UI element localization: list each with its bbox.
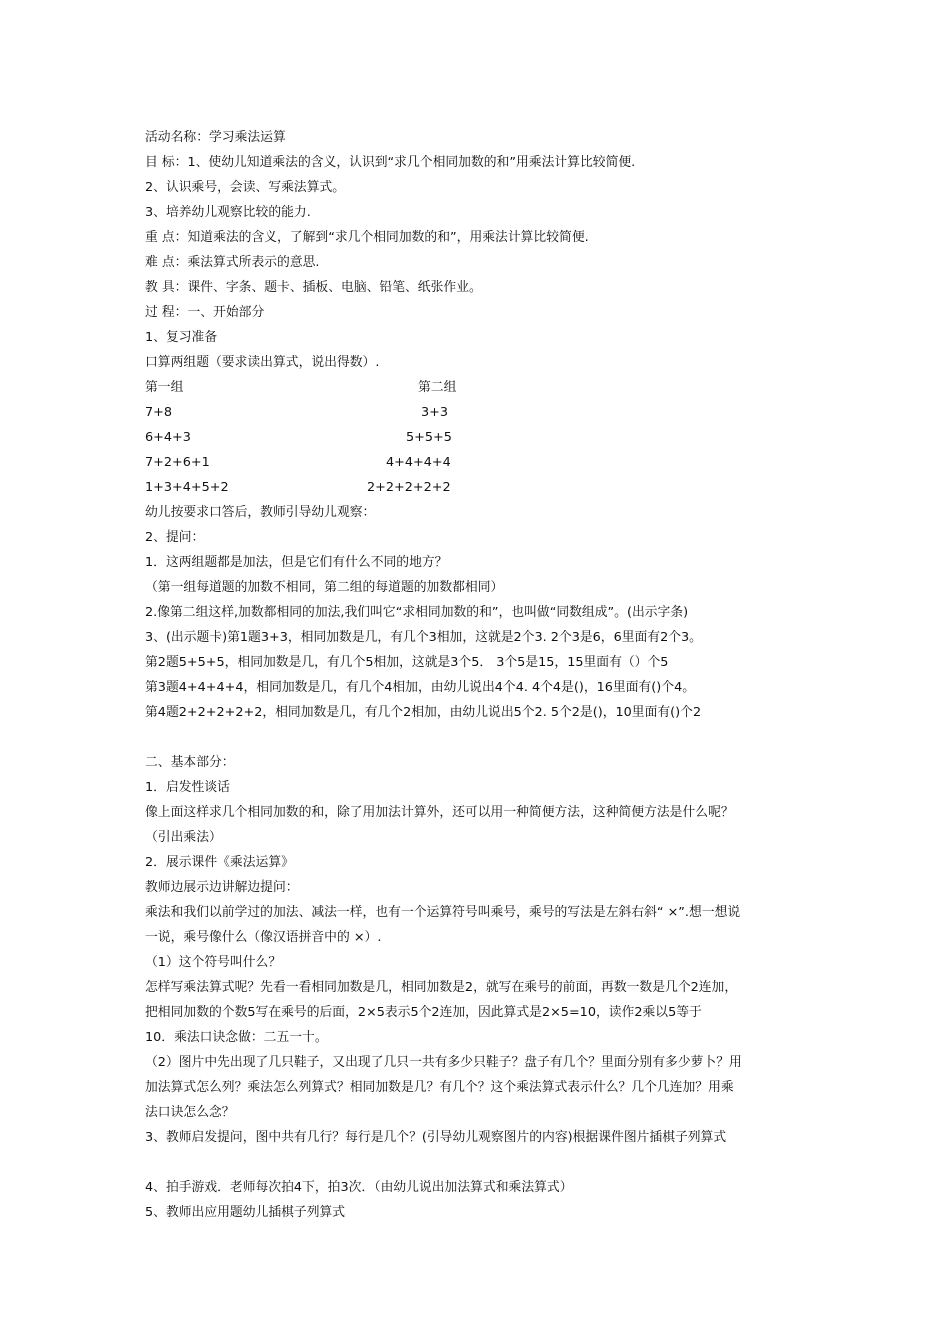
group-two-cell: 5+5+5	[406, 430, 452, 445]
process-line: 过 程：一、开始部分	[145, 305, 265, 320]
objective-line: 目 标：1、使幼儿知道乘法的含义，认识到“求几个相同加数的和”用乘法计算比较简便.	[145, 155, 636, 170]
paragraph-line: （引出乘法）	[145, 830, 222, 845]
paragraph-line: 5、教师出应用题幼儿插棋子列算式	[145, 1205, 346, 1220]
paragraph-line: （1）这个符号叫什么？	[145, 955, 282, 970]
group-one-cell: 1+3+4+5+2	[145, 480, 229, 495]
group-one-cell: 7+2+6+1	[145, 455, 210, 470]
exercise-row	[145, 450, 815, 475]
question-2: 2.像第二组这样,加数都相同的加法,我们叫它“求相同加数的和”，也叫做“同数组成”。(出示字条)	[145, 605, 689, 620]
problem-4: 第4题2+2+2+2+2，相同加数是几，有几个2相加，由幼儿说出5个2. 5个2是()，10里面有()个2	[145, 705, 702, 720]
review-heading: 1、复习准备	[145, 330, 218, 345]
objective-2: 2、认识乘号，会读、写乘法算式。	[145, 180, 346, 195]
paragraph-line: 3、教师启发提问，图中共有几行？每行是几个？(引导幼儿观察图片的内容)根据课件图片插棋子列算式	[145, 1130, 727, 1145]
paragraph-line: 怎样写乘法算式呢？先看一看相同加数是几，相同加数是2，就写在乘号的前面，再数一数是几个2连加，	[145, 980, 738, 995]
exercise-row	[145, 475, 815, 500]
paragraph-line: 加法算式怎么列？乘法怎么列算式？相同加数是几？有几个？这个乘法算式表示什么？几个几连加？用乘	[145, 1080, 734, 1095]
paragraph-line: 教师边展示边讲解边提问：	[145, 880, 299, 895]
question-heading: 2、提问：	[145, 530, 205, 545]
group-one-cell: 第一组	[145, 380, 184, 395]
exercise-row-header	[145, 375, 815, 400]
group-one-cell: 6+4+3	[145, 430, 191, 445]
paragraph-line: （2）图片中先出现了几只鞋子，又出现了几只一共有多少只鞋子？盘子有几个？里面分别有多少萝卜？用	[145, 1055, 742, 1070]
activity-title: 活动名称：学习乘法运算	[145, 130, 286, 145]
group-one-cell: 7+8	[145, 405, 173, 420]
paragraph-line: 幼儿按要求口答后，教师引导幼儿观察：	[145, 505, 376, 520]
paragraph-line: 1．启发性谈话	[145, 780, 230, 795]
paragraph-line: 10．乘法口诀念做：二五一十。	[145, 1030, 328, 1045]
paragraph-line: 像上面这样求几个相同加数的和，除了用加法计算外，还可以用一种简便方法，这种简便方法是什么呢？	[145, 805, 734, 820]
document-body	[145, 125, 815, 1225]
paragraph-line: 把相同加数的个数5写在乘号的后面，2×5表示5个2连加，因此算式是2×5=10，读作2乘以5等于	[145, 1005, 702, 1020]
difficulty-line: 难 点：乘法算式所表示的意思.	[145, 255, 320, 270]
group-two-cell: 2+2+2+2+2	[367, 480, 451, 495]
group-two-cell: 4+4+4+4	[386, 455, 451, 470]
problem-2: 第2题5+5+5，相同加数是几，有几个5相加，这就是3个5． 3个5是15，15里面有（）个5	[145, 655, 669, 670]
question-1-answer: （第一组每道题的加数不相同，第二组的每道题的加数都相同）	[145, 580, 504, 595]
exercise-row	[145, 425, 815, 450]
section-heading-basic: 二、基本部分：	[145, 755, 235, 770]
spacer	[145, 725, 815, 750]
spacer	[145, 1150, 815, 1175]
question-3: 3、(出示题卡)第1题3+3，相同加数是几，有几个3相加，这就是2个3. 2个3是6，6里面有2个3。	[145, 630, 702, 645]
exercise-row	[145, 400, 815, 425]
paragraph-line: 4、拍手游戏．老师每次拍4下，拍3次．（由幼儿说出加法算式和乘法算式）	[145, 1180, 573, 1195]
paragraph-line: 2．展示课件《乘法运算》	[145, 855, 294, 870]
problem-3: 第3题4+4+4+4，相同加数是几，有几个4相加，由幼儿说出4个4. 4个4是()，16里面有()个4。	[145, 680, 696, 695]
group-two-cell: 第二组	[418, 380, 457, 395]
key-point-line: 重 点：知道乘法的含义，了解到“求几个相同加数的和”，用乘法计算比较简便.	[145, 230, 589, 245]
question-1: 1．这两组题都是加法，但是它们有什么不同的地方？	[145, 555, 448, 570]
paragraph-line: 一说，乘号像什么（像汉语拼音中的 ×）.	[145, 930, 382, 945]
group-two-cell: 3+3	[421, 405, 449, 420]
oral-calc-intro: 口算两组题（要求读出算式，说出得数）.	[145, 355, 380, 370]
objective-3: 3、培养幼儿观察比较的能力.	[145, 205, 311, 220]
materials-line: 教 具：课件、字条、题卡、插板、电脑、铅笔、纸张作业。	[145, 280, 482, 295]
paragraph-line: 法口诀怎么念？	[145, 1105, 235, 1120]
paragraph-line: 乘法和我们以前学过的加法、减法一样，也有一个运算符号叫乘号，乘号的写法是左斜右斜“ ×”.想一想说	[145, 905, 741, 920]
